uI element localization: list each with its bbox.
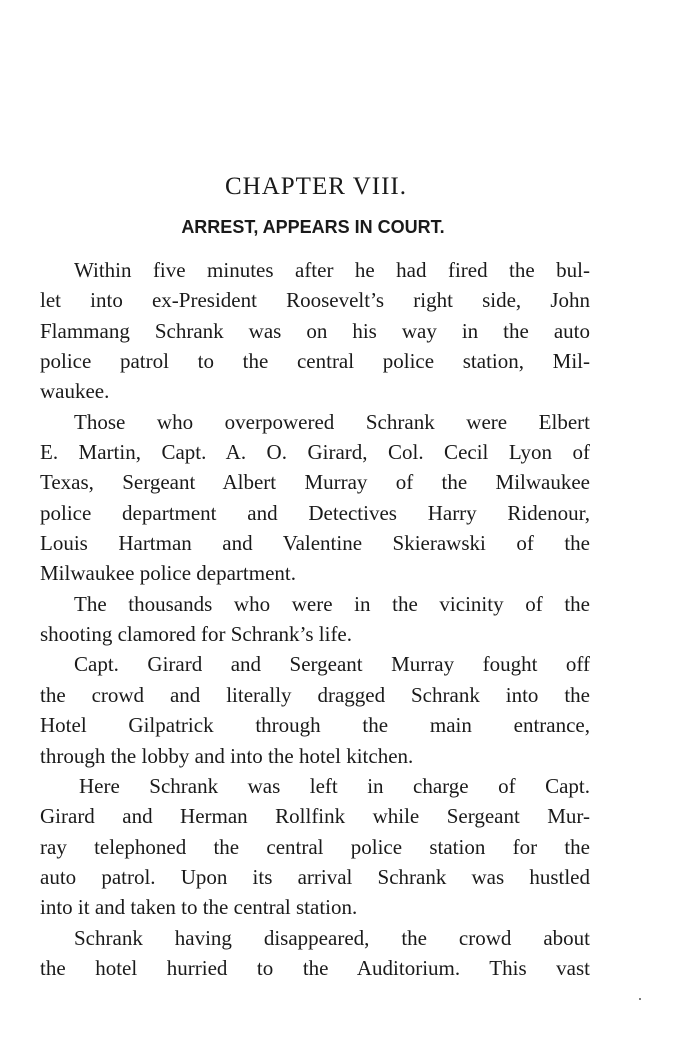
text-line: Here Schrank was left in charge of Capt. [79, 773, 590, 798]
text-line: Those who overpowered Schrank were Elbert [74, 409, 590, 434]
text-line: Flammang Schrank was on his way in the auto [40, 318, 590, 343]
text-line: shooting clamored for Schrank’s life. [40, 622, 353, 647]
text-line: the crowd and literally dragged Schrank into the [40, 682, 590, 707]
text-line: Schrank having disappeared, the crowd about [74, 925, 590, 950]
text-line: Capt. Girard and Sergeant Murray fought off [74, 652, 590, 677]
text-line: E. Martin, Capt. A. O. Girard, Col. Cecil Lyon of [40, 440, 590, 465]
text-line: into it and taken to the central station. [40, 895, 358, 920]
text-line: ray telephoned the central police station for the [40, 834, 590, 859]
text-line: auto patrol. Upon its arrival Schrank was hustled [40, 864, 590, 889]
text-line: The thousands who were in the vicinity of the [74, 591, 590, 616]
text-line: waukee. [40, 379, 110, 404]
text-line: the hotel hurried to the Auditorium. This vast [40, 955, 590, 980]
chapter-title: CHAPTER VIII. [225, 173, 407, 200]
text-line: Texas, Sergeant Albert Murray of the Milwaukee [40, 470, 590, 495]
text-line: police patrol to the central police station, Mil- [40, 349, 590, 374]
chapter-subtitle: ARREST, APPEARS IN COURT. [181, 217, 445, 237]
text-line: let into ex-President Roosevelt’s right side, John [40, 288, 590, 313]
text-line: police department and Detectives Harry Ridenour, [40, 500, 590, 525]
body-text [40, 255, 590, 983]
text-line: Louis Hartman and Valentine Skierawski of the [40, 531, 590, 556]
text-line: Within five minutes after he had fired the bul- [74, 258, 590, 282]
text-line: Hotel Gilpatrick through the main entrance, [40, 713, 590, 738]
text-line: Milwaukee police department. [40, 561, 296, 586]
text-line: through the lobby and into the hotel kitchen. [40, 743, 414, 768]
scan-speck [639, 998, 641, 1000]
text-line: Girard and Herman Rollfink while Sergeant Mur- [40, 804, 590, 829]
